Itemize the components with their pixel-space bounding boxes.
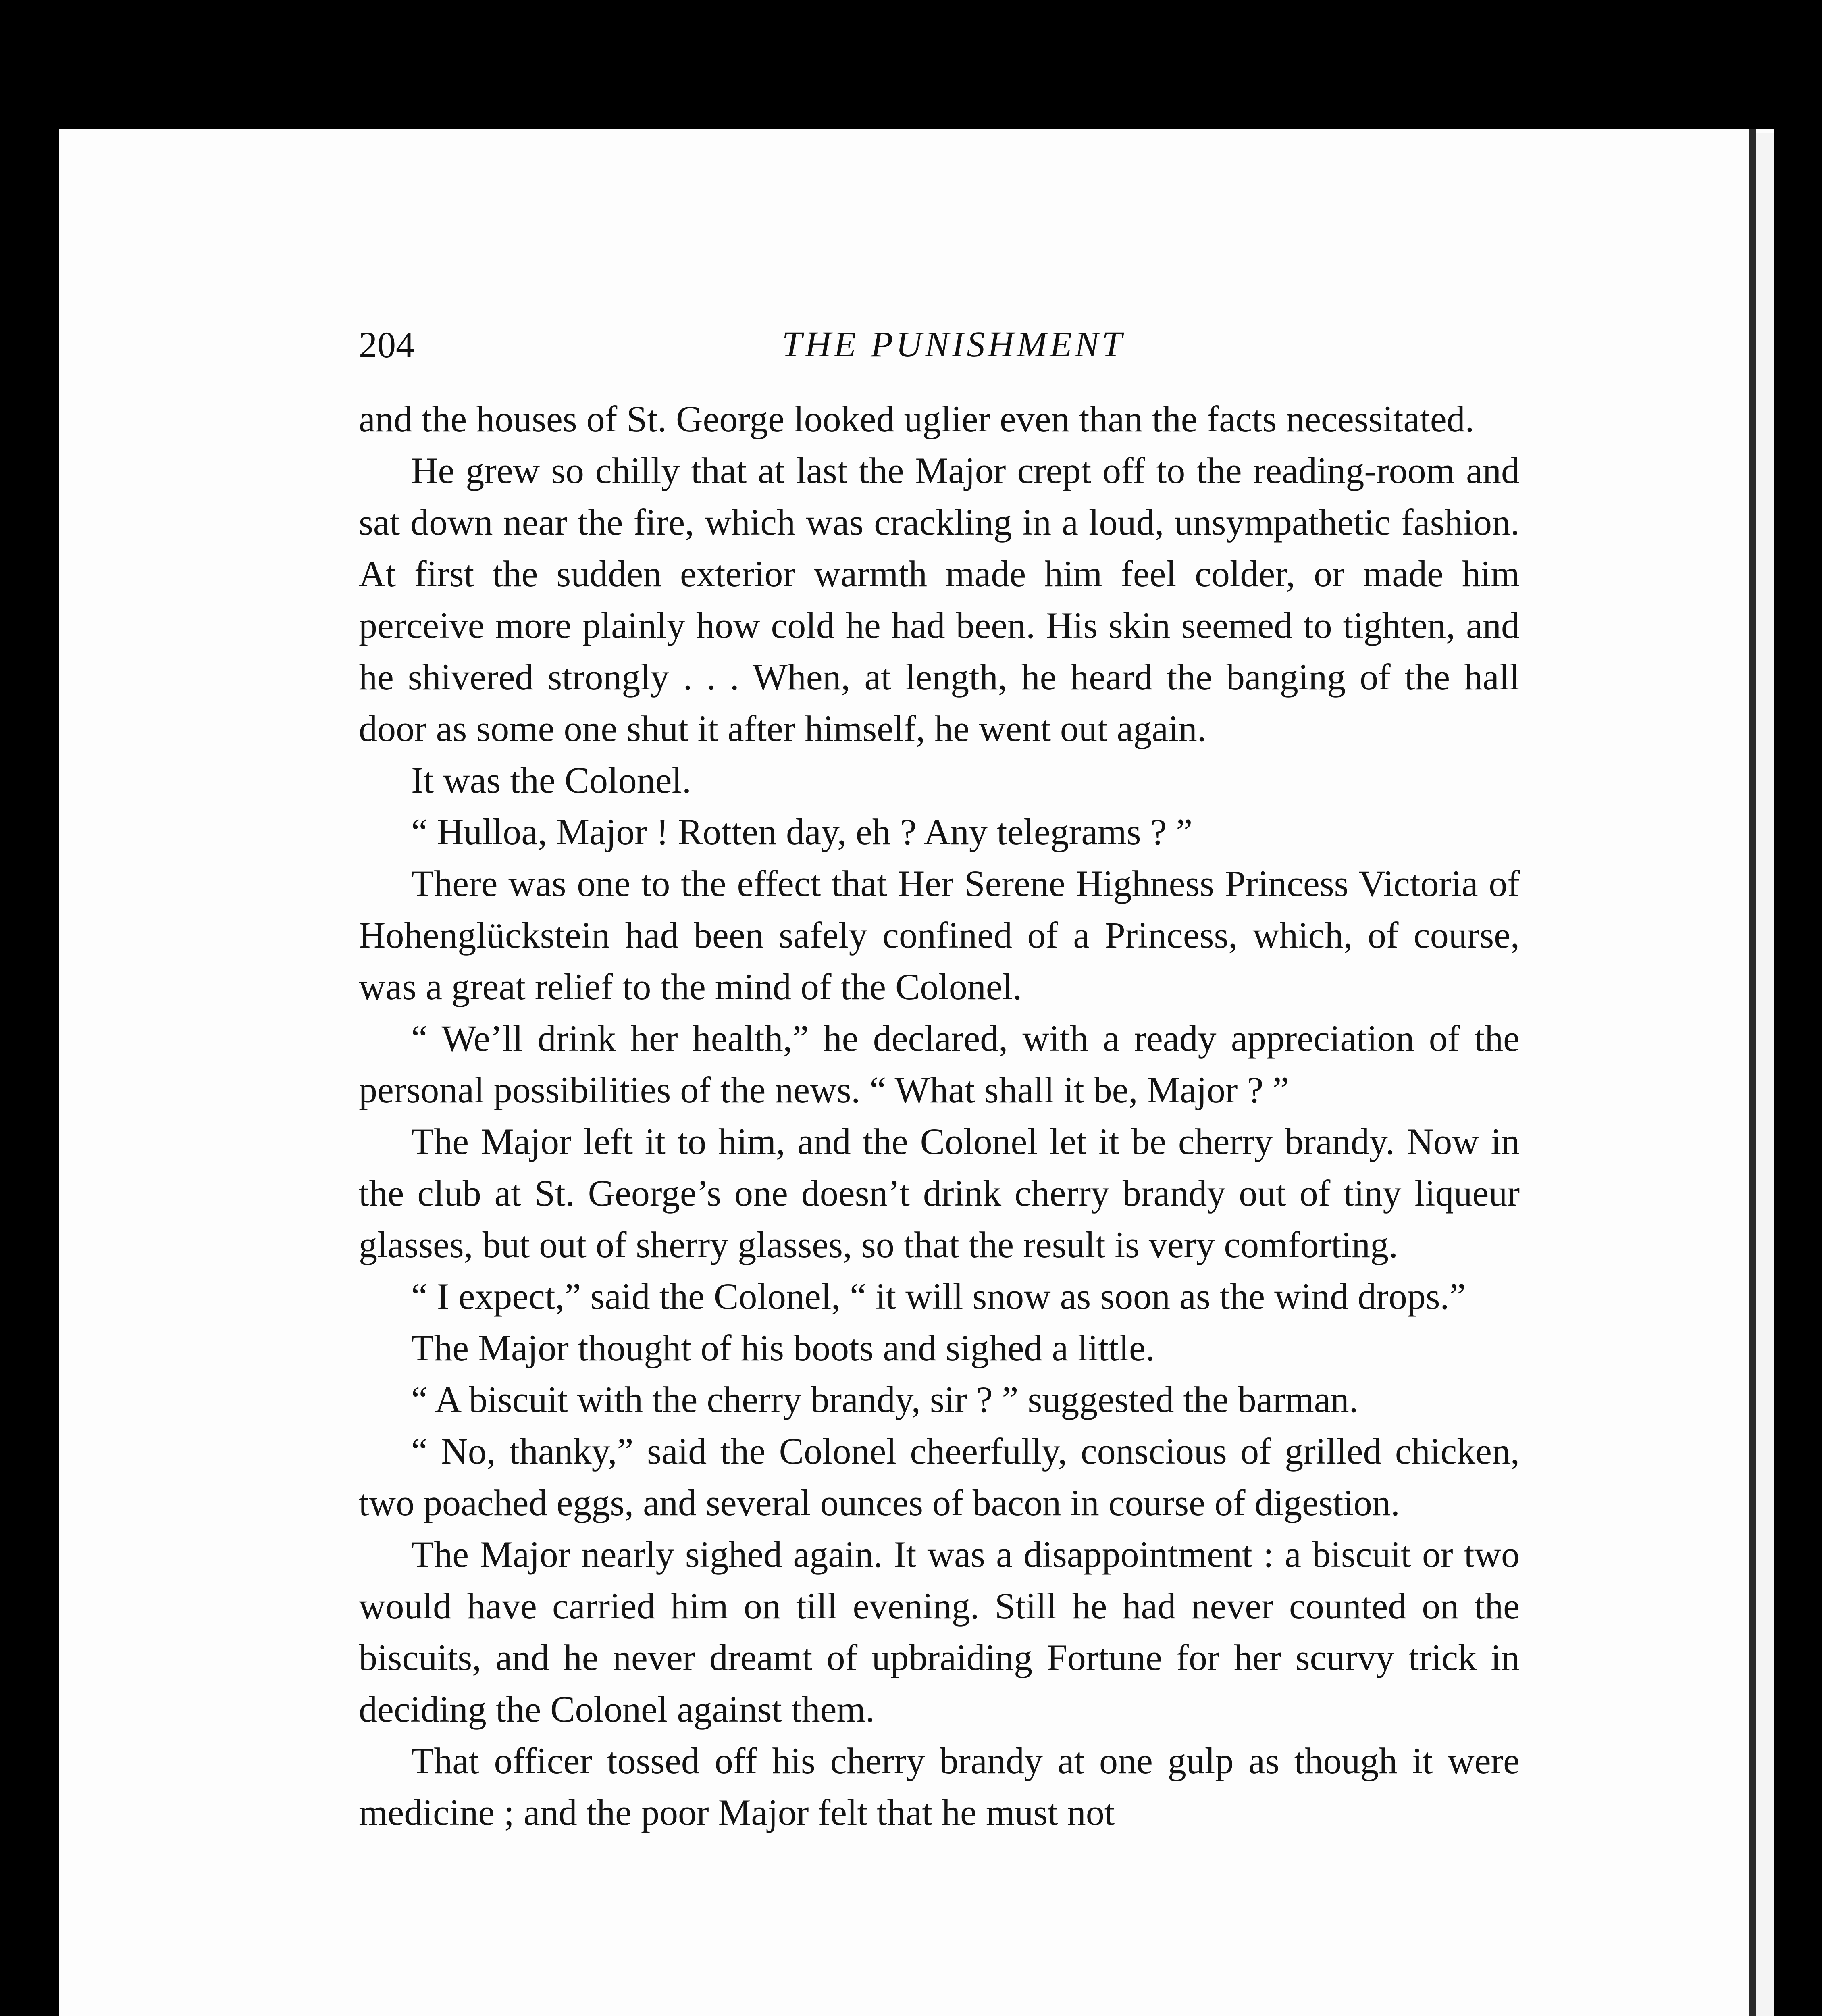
body-text <box>359 393 1520 1838</box>
running-title: THE PUNISHMENT <box>782 325 1125 364</box>
paragraph: “ No, thanky,” said the Colonel cheerfully, conscious of grilled chicken, two poached eggs, and several ounces of bacon in course of digestion. <box>359 1431 1520 1523</box>
paragraph: “ I expect,” said the Colonel, “ it will snow as soon as the wind drops.” <box>411 1276 1466 1317</box>
paragraph: There was one to the effect that Her Serene Highness Princess Victoria of Hohenglückstein had been safely confined of a Princess, which, of course, was a great relief to the mind of the Colonel. <box>359 863 1520 1007</box>
paragraph: The Major nearly sighed again. It was a disappointment : a biscuit or two would have carried him on till evening. Still he had never counted on the biscuits, and he never dreamt of upbraiding Fortune for her scurvy trick in deciding the Colonel against them. <box>359 1534 1520 1730</box>
paragraph: The Major left it to him, and the Colonel let it be cherry brandy. Now in the club at St. George’s one doesn’t drink cherry brandy out of tiny liqueur glasses, but out of sherry glasses, so that the result is very comforting. <box>359 1121 1520 1265</box>
paragraph: “ Hulloa, Major ! Rotten day, eh ? Any telegrams ? ” <box>411 811 1193 852</box>
page-edge-shadow <box>1749 129 1756 2016</box>
paragraph: “ A biscuit with the cherry brandy, sir ? ” suggested the barman. <box>411 1379 1358 1420</box>
paragraph: That officer tossed off his cherry brandy at one gulp as though it were medicine ; and the poor Major felt that he must not <box>359 1740 1520 1833</box>
page-number: 204 <box>359 324 414 365</box>
paragraph: It was the Colonel. <box>411 760 691 801</box>
page-edge <box>1756 133 1774 2016</box>
paragraph: He grew so chilly that at last the Major crept off to the reading-room and sat down near the fire, which was crackling in a loud, unsympathetic fashion. At first the sudden exterior warmth made him feel colder, or made him perceive more plainly how cold he had been. His skin seemed to tighten, and he shivered strongly . . . When, at length, he heard the banging of the hall door as some one shut it after himself, he went out again. <box>359 450 1520 749</box>
paragraph: The Major thought of his boots and sighed a little. <box>411 1327 1155 1368</box>
paragraph: “ We’ll drink her health,” he declared, with a ready appreciation of the personal possibilities of the news. “ What shall it be, Major ? ” <box>359 1018 1520 1110</box>
paragraph: and the houses of St. George looked uglier even than the facts necessitated. <box>359 398 1475 439</box>
page-header <box>359 323 1548 367</box>
